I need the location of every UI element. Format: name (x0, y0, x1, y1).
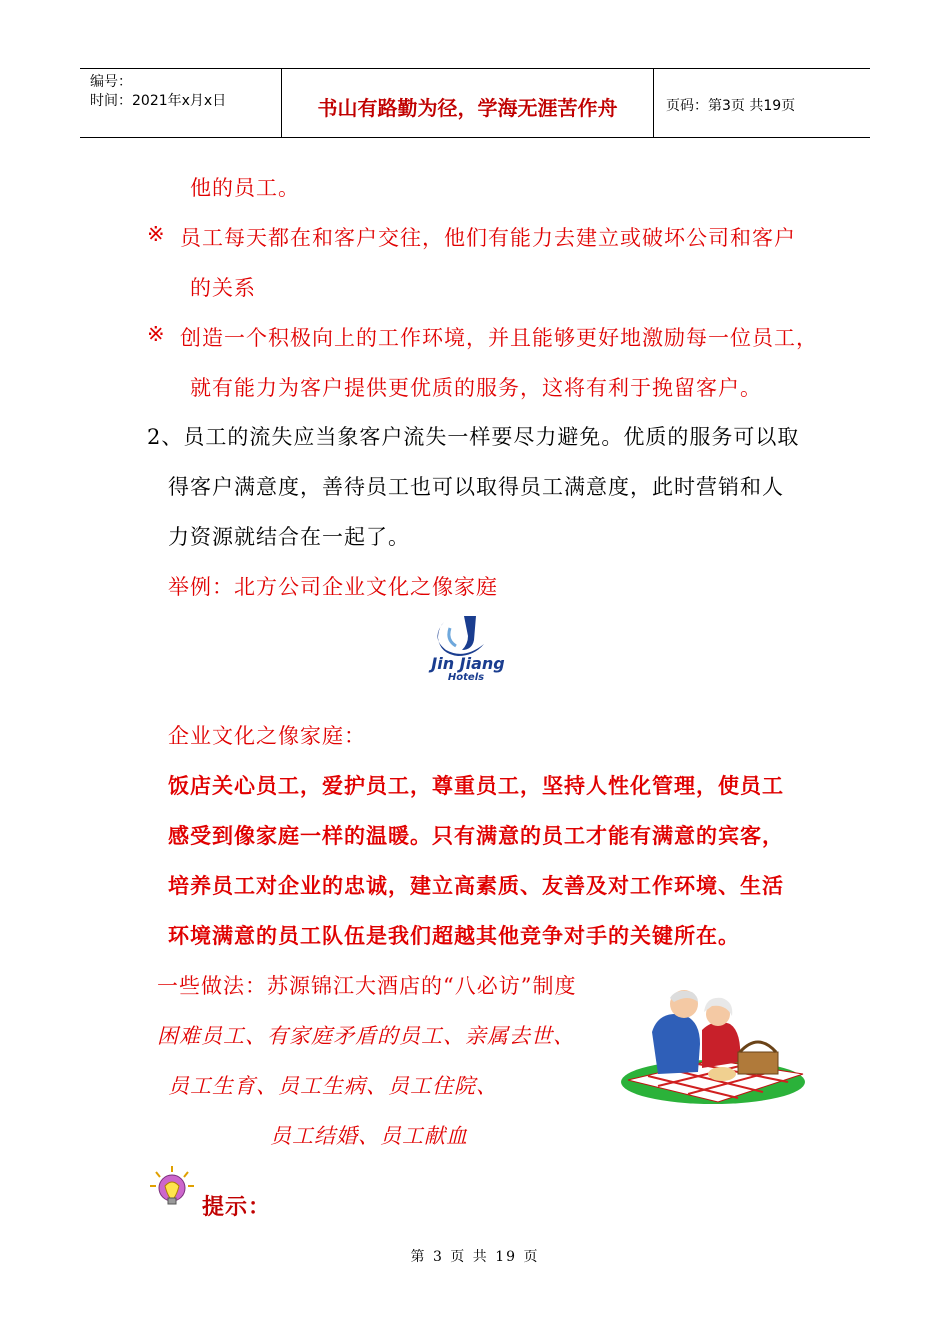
page-header (80, 68, 870, 138)
culture-line: 饭店关心员工，爱护员工，尊重员工，坚持人性化管理，使员工 (168, 773, 784, 798)
culture-line: 培养员工对企业的忠诚，建立高素质、友善及对工作环境、生活 (168, 873, 784, 898)
elderly-couple-picnic-illustration (618, 982, 808, 1107)
header-meta (80, 69, 282, 137)
paragraph-line: 得客户满意度，善待员工也可以取得员工满意度，此时营销和人 (168, 475, 784, 499)
culture-title: 企业文化之像家庭： (168, 724, 366, 748)
paragraph-line: 力资源就结合在一起了。 (168, 525, 410, 549)
culture-line: 感受到像家庭一样的温暖。只有满意的员工才能有满意的宾客， (168, 823, 784, 848)
bullet-text: 就有能力为客户提供更优质的服务，这将有利于挽留客户。 (190, 376, 762, 400)
practice-line: 员工生育、员工生病、员工住院、 (168, 1074, 498, 1098)
bullet-text: 员工每天都在和客户交往，他们有能力去建立或破坏公司和客户 (180, 226, 796, 250)
bullet-text: 的关系 (190, 276, 256, 300)
logo-title: Jin Jiang (431, 654, 505, 673)
header-page-info: 页码：第3页 共19页 (666, 98, 796, 114)
jinjiang-logo (424, 610, 508, 688)
logo-subtitle: Hotels (447, 672, 485, 683)
practice-title: 一些做法：苏源锦江大酒店的“八必访”制度 (157, 974, 577, 998)
number-label: 编号： (90, 74, 132, 90)
example-heading: 举例：北方公司企业文化之像家庭 (168, 575, 498, 599)
time-label: 时间：2021年x月x日 (90, 93, 227, 109)
header-motto: 书山有路勤为径，学海无涯苦作舟 (282, 69, 654, 137)
page-footer: 第 3 页 共 19 页 (410, 1249, 540, 1265)
reference-mark-icon: ※ (147, 222, 166, 246)
culture-line: 环境满意的员工队伍是我们超越其他竞争对手的关键所在。 (168, 923, 740, 948)
lightbulb-icon (148, 1164, 196, 1214)
bullet-text: 创造一个积极向上的工作环境，并且能够更好地激励每一位员工， (180, 326, 818, 350)
paragraph-line: 2、员工的流失应当象客户流失一样要尽力避免。优质的服务可以取 (147, 425, 800, 449)
tip-label: 提示： (202, 1194, 272, 1220)
practice-line: 困难员工、有家庭矛盾的员工、亲属去世、 (157, 1024, 575, 1048)
text-line: 他的员工。 (190, 176, 300, 200)
practice-line: 员工结婚、员工献血 (270, 1124, 468, 1148)
reference-mark-icon: ※ (147, 322, 166, 346)
